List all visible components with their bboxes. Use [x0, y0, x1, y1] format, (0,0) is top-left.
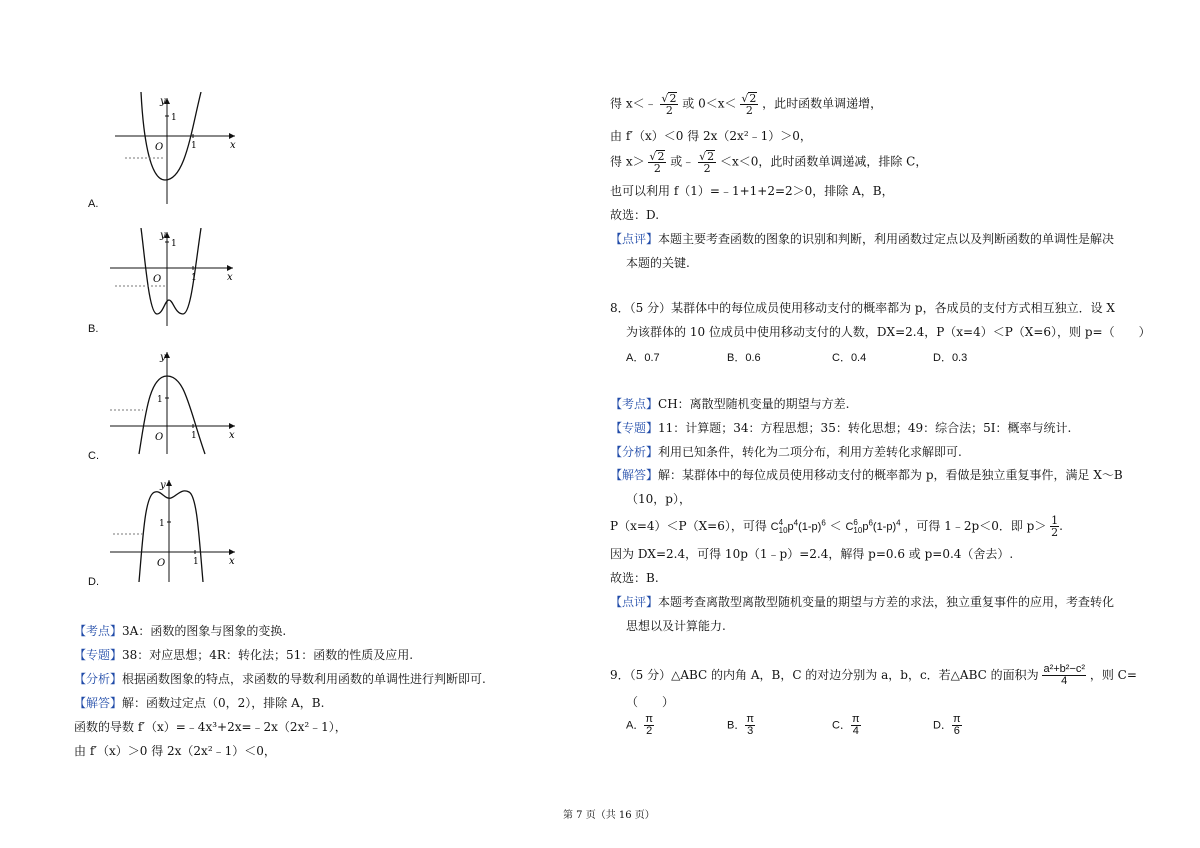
binomial-term-1 — [770, 518, 826, 536]
fraction-sqrt2-2 — [698, 150, 716, 174]
frac-num: π — [851, 713, 860, 725]
q8sol-line-7: 因为 DX=2.4，可得 10p（1﹣p）=2.4，解得 p=0.6 或 p=0.4（舍去）. — [610, 547, 1014, 561]
fraction-pi — [851, 714, 861, 737]
combination-c: C — [845, 521, 854, 533]
comb-sup: 4 — [778, 518, 784, 528]
text: 得 x＞ — [610, 154, 645, 169]
frac-den: 2 — [703, 162, 711, 175]
left-line-derivative: 函数的导数 f′（x）=﹣4x³+2x=﹣2x（2x²﹣1）， — [74, 720, 347, 734]
q8sol-line-10: 思想以及计算能力. — [626, 619, 726, 633]
fraction-pi — [644, 714, 654, 737]
frac-num: π — [746, 713, 754, 725]
right-line-6 — [610, 231, 1114, 247]
tag-zhuanti: 【专题】 — [610, 421, 659, 435]
text: ，此时函数单调递增， — [762, 96, 883, 111]
graph-b — [105, 228, 245, 328]
option-a-label: A. — [88, 198, 99, 210]
line-text: 11：计算题；34：方程思想；35：转化思想；49：综合法；5I：概率与统计. — [658, 421, 1072, 435]
sqrt-icon: √ — [699, 150, 707, 163]
x-axis-label: x — [229, 430, 235, 441]
q8sol-line-6 — [610, 515, 1063, 538]
left-line-kaodian — [74, 623, 286, 639]
q8-option-c[interactable]: C．0.4 — [832, 352, 867, 364]
fraction-pi — [745, 714, 755, 737]
frac-num: π — [645, 713, 653, 725]
x-one-label: 1 — [191, 431, 197, 441]
frac-num: 2 — [749, 92, 757, 105]
area-fraction — [1042, 664, 1086, 687]
fraction-1-2 — [1050, 515, 1059, 538]
q9-option-a[interactable] — [626, 714, 654, 737]
text: 或﹣ — [670, 154, 695, 169]
exp: 6 — [868, 518, 873, 528]
line-text: CH：离散型随机变量的期望与方差. — [658, 397, 850, 411]
frac-num: 2 — [707, 150, 715, 163]
frac-num: π — [952, 713, 961, 725]
exp: 4 — [793, 518, 799, 528]
combination-c: C — [770, 521, 779, 533]
y-one-label: 1 — [157, 395, 163, 405]
q9-option-b[interactable] — [727, 714, 755, 737]
fraction-sqrt2-2 — [740, 92, 758, 116]
tag-zhuanti: 【专题】 — [74, 648, 123, 662]
binomial-term-2 — [845, 518, 901, 536]
right-line-1 — [610, 92, 882, 116]
y-axis-label: y — [160, 96, 166, 107]
tag-dianping: 【点评】 — [610, 232, 659, 246]
y-axis-label: y — [160, 480, 166, 491]
frac-num: a²+b²−c² — [1043, 663, 1086, 675]
text: 得 x＜﹣ — [610, 96, 657, 111]
frac-den: 3 — [747, 725, 754, 737]
frac-den: 2 — [1051, 526, 1059, 539]
option-label: B． — [727, 719, 746, 732]
right-line-2: 由 f′（x）＜0 得 2x（2x²﹣1）＞0， — [610, 129, 812, 143]
comb-sup: 6 — [853, 518, 858, 528]
text: 9．（5 分）△ABC 的内角 A，B，C 的对边分别为 a，b，c．若△ABC 的面积为 — [610, 668, 1039, 682]
q8sol-jieda — [610, 467, 1123, 483]
text: 或 0＜x＜ — [682, 96, 737, 111]
sqrt-icon: √ — [661, 92, 669, 105]
right-line-4: 也可以利用 f（1）=﹣1+1+2=2＞0，排除 A，B， — [610, 184, 894, 198]
graph-a — [105, 92, 245, 208]
text: ＜ — [829, 519, 842, 533]
q8sol-kaodian — [610, 396, 849, 412]
text: ，则 C= — [1089, 668, 1137, 682]
option-label: C． — [832, 719, 851, 732]
q8sol-fenxi — [610, 444, 962, 460]
line-text: 本题考查离散型离散型随机变量的期望与方差的求法，独立重复事件的应用，考查转化 — [658, 595, 1115, 609]
fraction-sqrt2-2 — [660, 92, 678, 116]
graph-d — [105, 476, 245, 584]
frac-den: 2 — [646, 725, 653, 737]
q9-option-c[interactable] — [832, 714, 861, 737]
q8-option-a[interactable]: A．0.7 — [626, 352, 660, 364]
frac-num: 2 — [657, 150, 665, 163]
right-line-5: 故选：D. — [610, 208, 660, 222]
fraction-sqrt2-2 — [648, 150, 666, 174]
y-one-label: 1 — [159, 519, 165, 529]
tag-kaodian: 【考点】 — [610, 397, 659, 411]
frac-den: 2 — [653, 162, 661, 175]
left-line-fenxi — [74, 671, 486, 687]
x-axis-label: x — [229, 556, 235, 567]
frac-num: 1 — [1051, 514, 1059, 527]
left-line-jieda — [74, 695, 324, 711]
q8sol-zhuanti — [610, 420, 1071, 436]
x-one-label: 1 — [193, 557, 199, 567]
option-c-label: C. — [88, 450, 99, 462]
origin-label: O — [155, 142, 164, 153]
q8sol-line-9 — [610, 594, 1114, 610]
exp: 4 — [896, 518, 901, 528]
fraction-pi — [952, 714, 962, 737]
q: (1-p) — [872, 521, 897, 533]
frac-den: 2 — [665, 104, 673, 117]
tag-kaodian: 【考点】 — [74, 624, 123, 638]
left-line-zhuanti — [74, 647, 413, 663]
q9-option-d[interactable] — [933, 714, 962, 737]
exp: 6 — [821, 518, 826, 528]
option-b-label: B. — [88, 323, 99, 335]
page-footer: 第 7 页（共 16 页） — [563, 810, 655, 821]
x-axis-label: x — [230, 140, 236, 151]
q: (1-p) — [798, 521, 822, 533]
option-d-label: D. — [88, 576, 99, 588]
left-line-increasing: 由 f′（x）＞0 得 2x（2x²﹣1）＜0， — [74, 744, 276, 758]
frac-num: 2 — [669, 92, 677, 105]
text: ＜x＜0，此时函数单调递减，排除 C， — [719, 154, 928, 169]
origin-label: O — [157, 558, 166, 569]
line-text: 利用已知条件，转化为二项分布，利用方差转化求解即可. — [658, 445, 962, 459]
right-line-3 — [610, 150, 927, 174]
text: P（x=4）＜P（X=6），可得 — [610, 519, 767, 533]
q8-option-d[interactable]: D．0.3 — [933, 352, 968, 364]
comb-sub: 10 — [778, 526, 788, 536]
q8sol-line-5: （10，p）， — [626, 492, 691, 506]
graph-c — [105, 348, 245, 456]
line-text: 本题主要考查函数的图象的识别和判断，利用函数过定点以及判断函数的单调性是解决 — [658, 232, 1115, 246]
text: ，可得 1﹣2p＜0．即 p＞ — [904, 519, 1047, 533]
text: . — [1059, 519, 1063, 533]
y-one-label: 1 — [171, 113, 177, 123]
frac-den: 4 — [1061, 675, 1068, 687]
option-label: D． — [933, 719, 952, 732]
frac-den: 2 — [745, 104, 753, 117]
x-one-label: 1 — [191, 141, 197, 151]
q8sol-line-8: 故选：B. — [610, 571, 659, 585]
tag-dianping: 【点评】 — [610, 595, 659, 609]
line-text: 解：某群体中的每位成员使用移动支付的概率都为 p，看做是独立重复事件，满足 X～B — [658, 468, 1123, 482]
right-line-7: 本题的关键. — [626, 256, 690, 270]
y-axis-label: y — [160, 230, 166, 241]
origin-label: O — [153, 274, 162, 285]
line-text: 3A：函数的图象与图象的变换. — [122, 624, 287, 638]
tag-jieda: 【解答】 — [610, 468, 659, 482]
line-text: 38：对应思想；4R：转化法；51：函数的性质及应用. — [122, 648, 414, 662]
tag-fenxi: 【分析】 — [610, 445, 659, 459]
tag-jieda: 【解答】 — [74, 696, 123, 710]
q8-line-2: 为该群体的 10 位成员中使用移动支付的人数，DX=2.4，P（x=4）＜P（X=6），则 p=（ ） — [626, 325, 1151, 339]
p: p — [862, 521, 869, 533]
q9-line-2: （ ） — [626, 695, 675, 709]
q8-option-b[interactable]: B．0.6 — [727, 352, 761, 364]
x-axis-label: x — [227, 272, 233, 283]
q8-line-1: 8．（5 分）某群体中的每位成员使用移动支付的概率都为 p，各成员的支付方式相互独立．设 X — [610, 301, 1115, 315]
frac-den: 4 — [852, 725, 859, 737]
line-text: 根据函数图象的特点，求函数的导数利用函数的单调性进行判断即可. — [122, 672, 486, 686]
q9-line-1 — [610, 664, 1137, 687]
tag-fenxi: 【分析】 — [74, 672, 123, 686]
x-one-label: 1 — [191, 273, 197, 283]
origin-label: O — [155, 432, 164, 443]
y-axis-label: y — [160, 352, 166, 363]
frac-den: 6 — [953, 725, 960, 737]
option-label: A． — [626, 719, 645, 732]
p: p — [787, 521, 794, 533]
comb-sub: 10 — [853, 526, 863, 536]
y-one-label: 1 — [171, 239, 177, 249]
sqrt-icon: √ — [741, 92, 749, 105]
line-text: 解：函数过定点（0，2），排除 A，B. — [122, 696, 325, 710]
sqrt-icon: √ — [649, 150, 657, 163]
